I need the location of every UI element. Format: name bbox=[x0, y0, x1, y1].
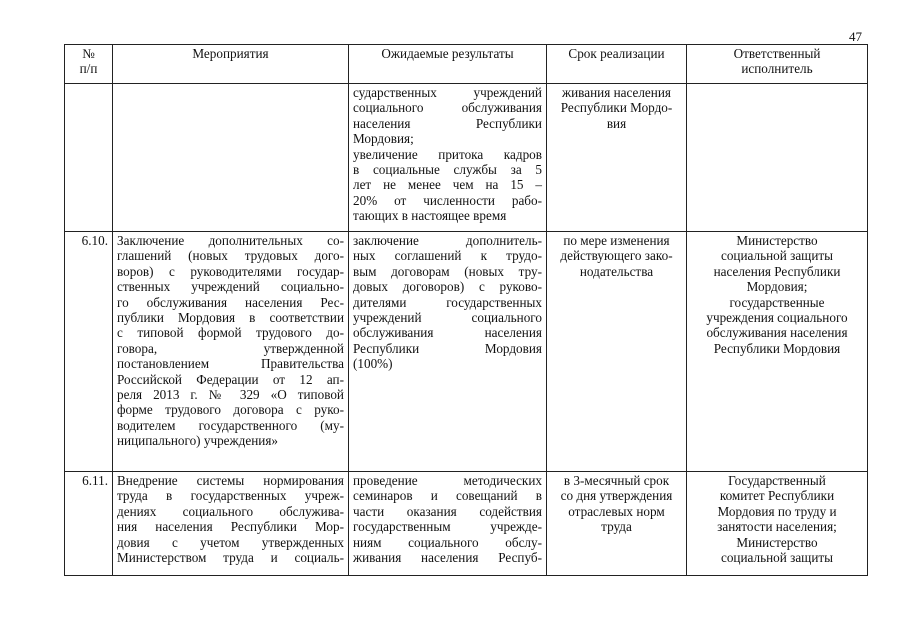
text-line: Заключение дополнительных со- bbox=[117, 233, 344, 248]
text-line: воров) с руководителями государ- bbox=[117, 263, 344, 279]
header-result: Ожидаемые результаты bbox=[349, 45, 547, 84]
text-line: Республики Мордовия bbox=[353, 340, 542, 356]
text-line: (100%) bbox=[353, 356, 393, 372]
text-line: Министерством труда и социаль- bbox=[117, 550, 344, 566]
cell-term bbox=[547, 84, 687, 232]
text-line: государственные bbox=[729, 294, 825, 310]
cell-action bbox=[113, 232, 349, 472]
text-line: дителями государственных bbox=[353, 294, 542, 310]
text-line: ния населения Республики Мор- bbox=[117, 519, 344, 535]
header-exec bbox=[687, 45, 868, 84]
text-line: семинаров и совещаний в bbox=[353, 488, 542, 504]
text-line: части оказания содействия bbox=[353, 503, 542, 519]
text-line: постановлением Правительства bbox=[117, 356, 344, 372]
text-line: вия bbox=[606, 115, 627, 131]
text-line: глашений (новых трудовых дого- bbox=[117, 248, 344, 264]
text-line: вым договорам (новых тру- bbox=[353, 263, 542, 279]
text-line: говора, утвержденной bbox=[117, 340, 344, 356]
text-line: заключение дополнитель- bbox=[353, 233, 542, 248]
cell-exec bbox=[687, 84, 868, 232]
text-line: публики Мордовия в соответствии bbox=[117, 310, 344, 326]
table-row bbox=[65, 232, 868, 472]
text-line: социальной защиты bbox=[720, 550, 834, 566]
text-line: населения Республики bbox=[713, 263, 841, 279]
text-line: труда bbox=[601, 519, 632, 535]
text-line: по мере изменения bbox=[563, 233, 670, 248]
measures-table bbox=[64, 44, 868, 576]
text-line: Мордовия по труду и bbox=[717, 503, 837, 519]
cell-result bbox=[349, 84, 547, 232]
text-line: нодательства bbox=[579, 263, 654, 279]
text-line: в социальные службы за 5 bbox=[353, 162, 542, 178]
text-line: водителем государственного (му- bbox=[117, 417, 344, 433]
text-line: Российской Федерации от 12 ап- bbox=[117, 371, 344, 387]
text-line: труда в государственных учреж- bbox=[117, 488, 344, 504]
text-line: со дня утверждения bbox=[560, 488, 673, 504]
text-line: комитет Республики bbox=[719, 488, 835, 504]
cell-num: 6.10. bbox=[65, 232, 113, 472]
table-row bbox=[65, 472, 868, 576]
text-line: лет не менее чем на 15 – bbox=[353, 177, 542, 193]
cell-num bbox=[65, 84, 113, 232]
text-line: ниям социального обслу- bbox=[353, 534, 542, 550]
cell-exec bbox=[687, 472, 868, 576]
text-line: государственным учрежде- bbox=[353, 519, 542, 535]
text-line: тающих в настоящее время bbox=[353, 208, 507, 224]
text-line: в 3-месячный срок bbox=[563, 473, 670, 488]
text-line: учреждений социального bbox=[353, 310, 542, 326]
text-line: 20% от численности рабо- bbox=[353, 192, 542, 208]
text-line: обслуживания населения bbox=[353, 325, 542, 341]
cell-exec bbox=[687, 232, 868, 472]
text-line: социальной защиты bbox=[720, 248, 834, 264]
text-line: социального обслуживания bbox=[353, 100, 542, 116]
text-line: населения Республики bbox=[353, 115, 542, 131]
text-line: живания населения bbox=[562, 85, 671, 100]
text-line: довия с учетом утвержденных bbox=[117, 534, 344, 550]
text-line: Мордовия; bbox=[746, 279, 808, 295]
header-exec-line: Ответственный bbox=[733, 46, 821, 61]
cell-num: 6.11. bbox=[65, 472, 113, 576]
text-line: действующего зако- bbox=[560, 248, 673, 264]
cell-term bbox=[547, 472, 687, 576]
cell-result bbox=[349, 232, 547, 472]
text-line: с типовой формой трудового до- bbox=[117, 325, 344, 341]
text-line: дениях социального обслужива- bbox=[117, 503, 344, 519]
text-line: отраслевых норм bbox=[568, 503, 665, 519]
text-line: обслуживания населения bbox=[706, 325, 848, 341]
header-num bbox=[65, 45, 113, 84]
text-line: Министерство bbox=[736, 233, 818, 248]
text-line: Государственный bbox=[728, 473, 826, 488]
text-line: Министерство bbox=[736, 534, 818, 550]
cell-action bbox=[113, 472, 349, 576]
text-line: довых договоров) с руково- bbox=[353, 279, 542, 295]
text-line: Республики Мордо- bbox=[560, 100, 673, 116]
text-line: го обслуживания населения Рес- bbox=[117, 294, 344, 310]
text-line: Внедрение системы нормирования bbox=[117, 473, 344, 488]
text-line: живания населения Респуб- bbox=[353, 550, 542, 566]
cell-term bbox=[547, 232, 687, 472]
header-num-line: № bbox=[82, 46, 95, 61]
text-line: реля 2013 г. № 329 «О типовой bbox=[117, 387, 344, 403]
cell-result bbox=[349, 472, 547, 576]
table-header-row bbox=[65, 45, 868, 84]
header-exec-line: исполнитель bbox=[741, 61, 813, 76]
header-num-line: п/п bbox=[79, 61, 98, 76]
text-line: сударственных учреждений bbox=[353, 85, 542, 100]
text-line: занятости населения; bbox=[717, 519, 837, 535]
text-line: проведение методических bbox=[353, 473, 542, 488]
header-action: Мероприятия bbox=[113, 45, 349, 84]
text-line: увеличение притока кадров bbox=[353, 146, 542, 162]
text-line: ных соглашений к трудо- bbox=[353, 248, 542, 264]
page-number: 47 bbox=[849, 29, 862, 44]
text-line: ственных учреждений социально- bbox=[117, 279, 344, 295]
text-line: Мордовия; bbox=[353, 131, 414, 147]
text-line: учреждения социального bbox=[706, 310, 848, 326]
table-row bbox=[65, 84, 868, 232]
cell-action bbox=[113, 84, 349, 232]
header-term: Срок реализации bbox=[547, 45, 687, 84]
text-line: форме трудового договора с руко- bbox=[117, 402, 344, 418]
text-line: ниципального) учреждения» bbox=[117, 433, 278, 449]
text-line: Республики Мордовия bbox=[713, 340, 841, 356]
